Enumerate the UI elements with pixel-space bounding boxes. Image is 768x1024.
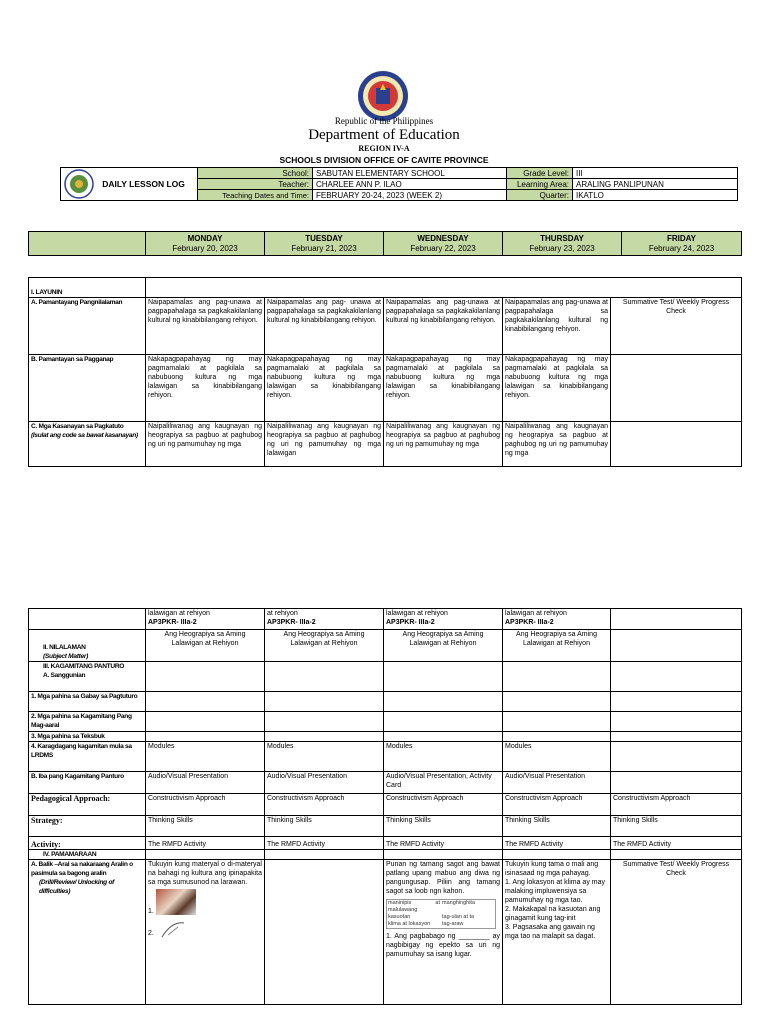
ped-wed: Constructivism Approach: [384, 794, 503, 816]
balik-tuesday: [265, 860, 384, 1005]
av-wednesday: Audio/Visual Presentation, Activity Card: [384, 772, 503, 794]
km-tue: [265, 712, 384, 732]
objectives-table: [28, 277, 742, 467]
a-monday: Naipapamalas ang pag-unawa at pagpapahalaga sa pagkakakilanlang kultural ng kinabibilangang rehiyon.: [146, 298, 265, 355]
pm-wed: [384, 850, 503, 860]
cont-blank: [29, 609, 146, 630]
cont-wednesday: [384, 609, 503, 630]
balik-thursday: [503, 860, 611, 1005]
gabay-wed: [384, 692, 503, 712]
deped-seal: [357, 70, 409, 122]
km-thu: [503, 712, 611, 732]
c-friday: [611, 422, 742, 467]
tk-tue: [265, 732, 384, 742]
mod-friday: [611, 742, 742, 772]
kagamitang-mag-label: 2. Mga pahina sa Kagamitang Pang Mag-aaral: [29, 712, 146, 732]
tk-wed: [384, 732, 503, 742]
act-wed: The RMFD Activity: [384, 837, 503, 850]
grade-label: Grade Level:: [507, 168, 573, 179]
balik-monday: [146, 860, 265, 1005]
c-wednesday: Naipaliliwanag ang kaugnayan ng heograpiya sa pagbuo at paghubog ng uri ng pamumuhay ng mga: [384, 422, 503, 467]
topic-friday: [611, 630, 742, 662]
day-name: THURSDAY: [540, 234, 584, 243]
competency-code: AP3PKR- IIIa-2: [148, 619, 197, 626]
grade-value: III: [573, 168, 738, 179]
day-name: FRIDAY: [666, 234, 697, 243]
word-box-item: tag-ulan at ta: [442, 914, 475, 920]
kag-monday: [146, 662, 265, 692]
area-label: Learning Area:: [507, 179, 573, 190]
kasanayan-note: (Isulat ang code sa bawat kasanayan): [31, 432, 138, 439]
thu-item-2: 2. Makakapal na kasuotan ang ginagamit kung tag-init: [505, 906, 601, 922]
b-monday: Nakapagpapahayag ng may pagmamalaki at pagkilala sa nabubuong kultura ng mga lalawigan sa kinabibilangang rehiyon.: [146, 355, 265, 422]
dll-title-cell: [61, 168, 198, 201]
word-box-item: maninipis at malulawang: [388, 900, 440, 913]
kag-tuesday: [265, 662, 384, 692]
area-value: ARALING PANLIPUNAN: [573, 179, 738, 190]
gabay-mon: [146, 692, 265, 712]
a-wednesday: Naipapamalas ang pag-unawa at pagpapahalaga sa pagkakakilanlang kultural ng kinabibilangang rehiyon.: [384, 298, 503, 355]
dates-value: FEBRUARY 20-24, 2023 (WEEK 2): [313, 190, 507, 201]
mod-thursday: Modules: [503, 742, 611, 772]
a-thursday: Naipapamalas ang pag-unawa at pagpapahalaga sa pagkakakilanlang kultural ng kinabibilangang rehiyon.: [503, 298, 611, 355]
word-box-item: kasuotan: [388, 914, 411, 920]
mod-tuesday: Modules: [265, 742, 384, 772]
mod-monday: Modules: [146, 742, 265, 772]
b-friday: [611, 355, 742, 422]
days-header: [28, 231, 742, 256]
topic-monday: Ang Heograpiya sa Aming Lalawigan at Rehiyon: [146, 630, 265, 662]
department-title: Department of Education: [308, 127, 460, 143]
wed-question-1: 1. Ang pagbabago ng ________ ay nagbibigay ng epekto sa uri ng pamumuhay sa isang lugar.: [386, 933, 500, 958]
quarter-value: IKATLO: [573, 190, 738, 201]
day-friday: [622, 232, 742, 256]
kag-wednesday: [384, 662, 503, 692]
b-tuesday: Nakapagpapahayag ng may pagmamalaki at pagkilala sa nabubuong kultura ng mga lalawigan sa kinabibilangang rehiyon.: [265, 355, 384, 422]
km-fri: [611, 712, 742, 732]
activity-label: Activity:: [29, 837, 146, 850]
competency-code: AP3PKR- IIIa-2: [386, 619, 435, 626]
sanggunian: A. Sanggunian: [43, 672, 86, 679]
region-text: REGION IV-A: [358, 144, 410, 153]
nilalaman-label: [29, 630, 146, 662]
iba-pang-label: B. Iba pang Kagamitang Panturo: [29, 772, 146, 794]
kasanayan-label: [29, 422, 146, 467]
kasanayan-title: C. Mga Kasanayan sa Pagkatuto: [31, 423, 124, 430]
word-box-item: klima at lokasyon: [388, 921, 431, 927]
cont-tuesday: [265, 609, 384, 630]
av-friday: [611, 772, 742, 794]
mon-item-1: 1.: [148, 908, 154, 915]
quarter-label: Quarter:: [507, 190, 573, 201]
word-box-item: manghinghita: [442, 900, 476, 906]
km-wed: [384, 712, 503, 732]
teacher-value: CHARLEE ANN P. ILAO: [313, 179, 507, 190]
ped-tue: Constructivism Approach: [265, 794, 384, 816]
str-fri: Thinking Skills: [611, 816, 742, 837]
day-date: February 22, 2023: [410, 244, 476, 253]
dates-label: Teaching Dates and Time:: [198, 190, 313, 201]
balik-aral-note: (Drill/Review/ Unlocking of difficulties): [39, 879, 115, 895]
str-wed: Thinking Skills: [384, 816, 503, 837]
pm-tue: [265, 850, 384, 860]
topic-wednesday: Ang Heograpiya sa Aming Lalawigan at Rehiyon: [384, 630, 503, 662]
day-name: TUESDAY: [305, 234, 343, 243]
word-box: [386, 899, 496, 929]
str-mon: Thinking Skills: [146, 816, 265, 837]
teksbuk-label: 3. Mga pahina sa Teksbuk: [29, 732, 146, 742]
act-tue: The RMFD Activity: [265, 837, 384, 850]
cont-friday: [611, 609, 742, 630]
republic-text: Republic of the Philippines: [334, 116, 434, 126]
kag-thursday: [503, 662, 611, 692]
sketch-image: [158, 919, 188, 939]
pedagogical-label: Pedagogical Approach:: [29, 794, 146, 816]
day-date: February 23, 2023: [529, 244, 595, 253]
act-fri: The RMFD Activity: [611, 837, 742, 850]
balik-aral-label: [29, 860, 146, 1005]
day-tuesday: [265, 232, 384, 256]
cont-text: at rehiyon: [267, 610, 298, 617]
kagamitang-title: III. KAGAMITANG PANTURO: [43, 663, 125, 670]
gabay-label: 1. Mga pahina sa Gabay sa Pagtuturo: [29, 692, 146, 712]
balik-friday: Summative Test/ Weekly Progress Check: [611, 860, 742, 1005]
cont-text: lalawigan at rehiyon: [505, 610, 567, 617]
c-thursday: Naipaliliwanag ang kaugnayan ng heograpiya sa pagbuo at paghubog ng uri ng pamumuhay ng mga: [503, 422, 611, 467]
day-thursday: [503, 232, 622, 256]
c-tuesday: Naipaliliwanag ang kaugnayan ng heograpiya sa pagbuo at paghubog ng uri ng pamumuhay ng mga lalawigan: [265, 422, 384, 467]
layunin-blank: [146, 278, 742, 298]
competency-code: AP3PKR- IIIa-2: [505, 619, 554, 626]
day-name: MONDAY: [187, 234, 223, 243]
gabay-fri: [611, 692, 742, 712]
topic-tuesday: Ang Heograpiya sa Aming Lalawigan at Rehiyon: [265, 630, 384, 662]
c-monday: Naipaliliwanag ang kaugnayan ng heograpiya sa pagbuo at paghubog ng uri ng pamumuhay ng mga: [146, 422, 265, 467]
teacher-label: Teacher:: [198, 179, 313, 190]
content-table: [28, 608, 742, 1005]
pamantayang-pangnilalaman-label: A. Pamantayang Pangnilalaman: [29, 298, 146, 355]
day-date: February 20, 2023: [172, 244, 238, 253]
day-name: WEDNESDAY: [417, 234, 469, 243]
pamamaraan-label: IV. PAMAMARAAN: [29, 850, 146, 860]
str-thu: Thinking Skills: [503, 816, 611, 837]
layunin-heading: I. LAYUNIN: [29, 278, 146, 298]
wed-instruction: Punan ng tamang sagot ang bawat patlang upang mabuo ang diwa ng pangungusap. Piliin ang tamang sagot sa loob ngn kahon.: [386, 861, 500, 895]
balik-aral-title: A. Balik –Aral sa nakaraang Aralin o pasimula sa bagong aralin: [31, 861, 133, 877]
a-tuesday: Naipapamalas ang pag- unawa at pagpapahalaga sa pagkakakilanlang kultural ng kinabibilangang rehiyon.: [265, 298, 384, 355]
day-wednesday: [384, 232, 503, 256]
kag-friday: [611, 662, 742, 692]
day-date: February 21, 2023: [291, 244, 357, 253]
word-box-item: tag-araw: [442, 921, 464, 927]
subject-matter: (Subject Matter): [43, 653, 89, 660]
cont-text: lalawigan at rehiyon: [386, 610, 448, 617]
tk-thu: [503, 732, 611, 742]
division-text: SCHOOLS DIVISION OFFICE OF CAVITE PROVINCE: [279, 155, 489, 165]
info-table: [60, 167, 738, 201]
dll-title: DAILY LESSON LOG: [102, 178, 185, 189]
km-mon: [146, 712, 265, 732]
tk-fri: [611, 732, 742, 742]
ped-fri: Constructivism Approach: [611, 794, 742, 816]
classroom-photo: [156, 889, 196, 915]
pamantayan-pagganap-label: B. Pamantayan sa Pagganap: [29, 355, 146, 422]
day-date: February 24, 2023: [648, 244, 715, 253]
division-logo: [64, 169, 94, 199]
str-tue: Thinking Skills: [265, 816, 384, 837]
a-friday: Summative Test/ Weekly Progress Check: [611, 298, 742, 355]
tk-mon: [146, 732, 265, 742]
thu-instruction: Tukuyin kung tama o mali ang isinasaad ng mga pahayag.: [505, 861, 599, 877]
ped-mon: Constructivism Approach: [146, 794, 265, 816]
mon-item-2: 2.: [148, 930, 154, 937]
kagamitang-label: [29, 662, 146, 692]
topic-thursday: Ang Heograpiya sa Aming Lalawigan at Rehiyon: [503, 630, 611, 662]
days-header-blank: [29, 232, 146, 256]
school-label: School:: [198, 168, 313, 179]
act-mon: The RMFD Activity: [146, 837, 265, 850]
balik-wednesday: [384, 860, 503, 1005]
competency-code: AP3PKR- IIIa-2: [267, 619, 316, 626]
mod-wednesday: Modules: [384, 742, 503, 772]
pm-mon: [146, 850, 265, 860]
av-tuesday: Audio/Visual Presentation: [265, 772, 384, 794]
gabay-thu: [503, 692, 611, 712]
thu-item-3: 3. Pagsasaka ang gawain ng mga tao na malapit sa dagat.: [505, 924, 596, 940]
av-thursday: Audio/Visual Presentation: [503, 772, 611, 794]
ped-thu: Constructivism Approach: [503, 794, 611, 816]
thu-item-1: 1. Ang lokasyon at klima ay may malaking impluwensiya sa pamumuhay ng mga tao.: [505, 879, 605, 904]
mon-instruction: Tukuyin kung materyal o di-materyal na bahagi ng kultura ang ipinapakita sa mga sumusunod na larawan.: [148, 861, 262, 886]
nilalaman-title: II. NILALAMAN: [43, 644, 86, 651]
gabay-tue: [265, 692, 384, 712]
act-thu: The RMFD Activity: [503, 837, 611, 850]
school-value: SABUTAN ELEMENTARY SCHOOL: [313, 168, 507, 179]
av-monday: Audio/Visual Presentation: [146, 772, 265, 794]
cont-thursday: [503, 609, 611, 630]
cont-monday: [146, 609, 265, 630]
b-wednesday: Nakapagpapahayag ng may pagmamalaki at pagkilala sa nabubuong kultura ng mga lalawigan sa kinabibilangang rehiyon.: [384, 355, 503, 422]
cont-text: lalawigan at rehiyon: [148, 610, 210, 617]
pm-fri: [611, 850, 742, 860]
strategy-label: Strategy:: [29, 816, 146, 837]
b-thursday: Nakapagpapahayag ng may pagmamalaki at pagkilala sa nabubuong kultura ng mga lalawigan sa kinabibilangang rehiyon.: [503, 355, 611, 422]
karagdagang-label: 4. Karagdagang kagamitan mula sa LRDMS: [29, 742, 146, 772]
day-monday: [146, 232, 265, 256]
pm-thu: [503, 850, 611, 860]
